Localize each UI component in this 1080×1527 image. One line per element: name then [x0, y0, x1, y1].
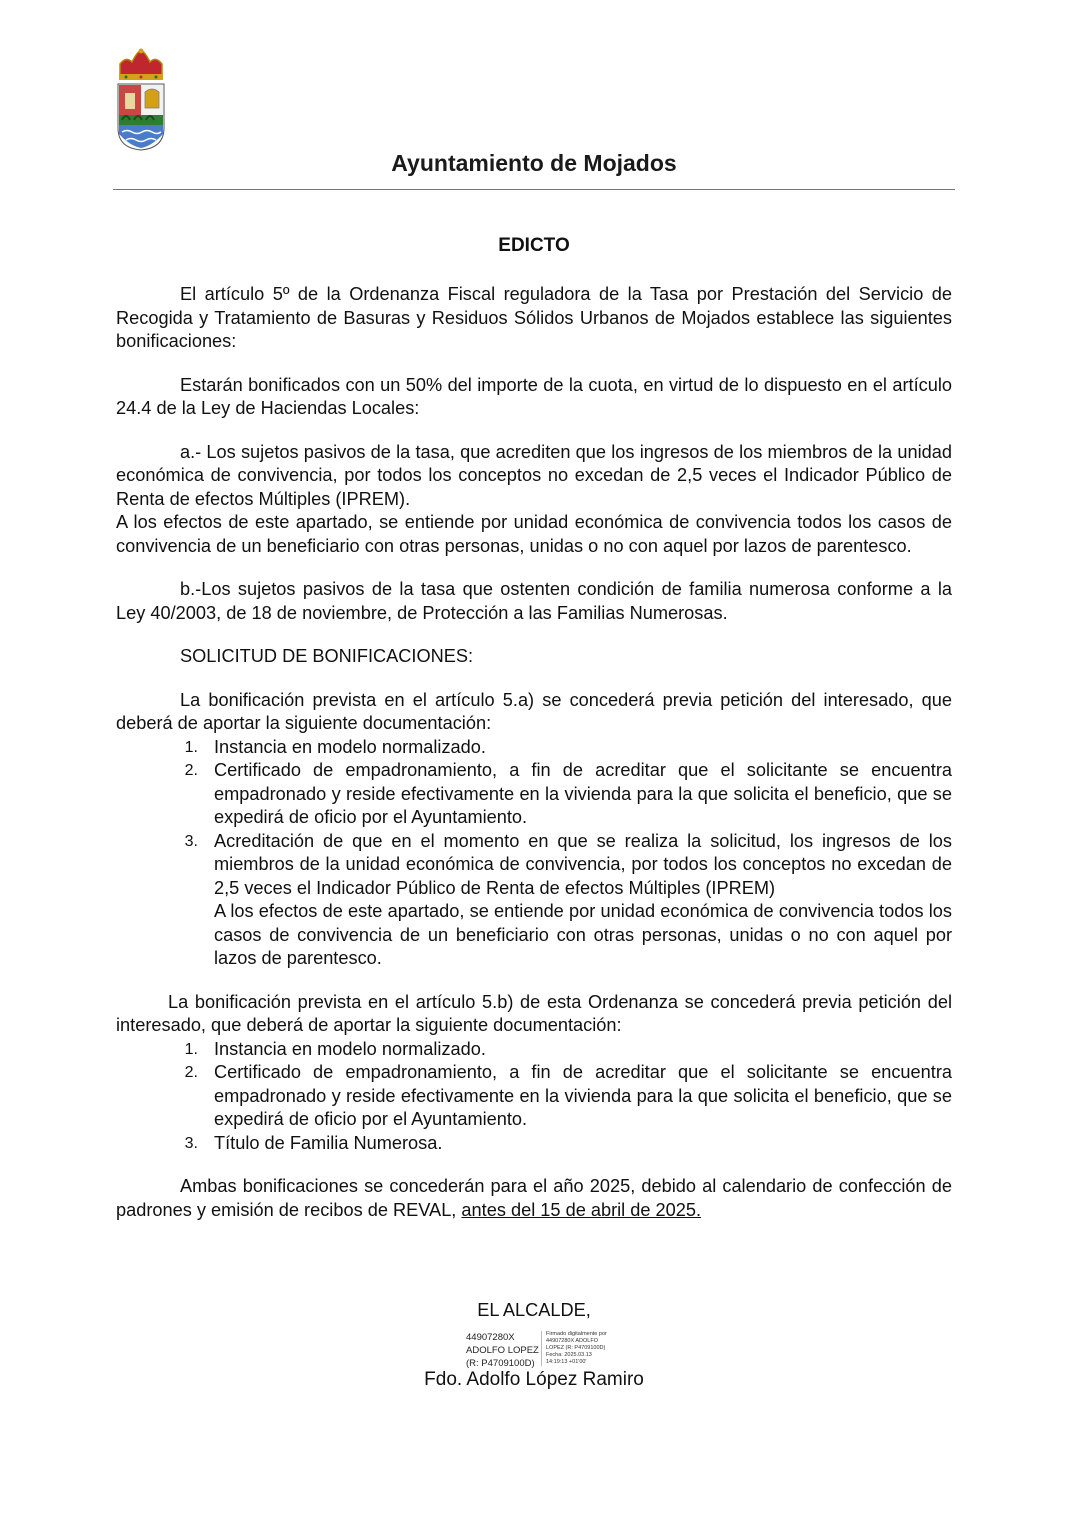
documentation-list-a	[116, 736, 952, 971]
list-number: 1.	[184, 738, 198, 756]
list-number: 3.	[184, 1134, 198, 1152]
list-number: 3.	[184, 832, 198, 850]
list-text: Instancia en modelo normalizado.	[214, 736, 486, 757]
stamp-line: Fecha: 2025.03.13	[546, 1352, 592, 1358]
stamp-line: 44907280X	[466, 1332, 515, 1343]
stamp-line: 44907280X ADOLFO	[546, 1338, 598, 1344]
section-heading: SOLICITUD DE BONIFICACIONES:	[180, 646, 474, 666]
list-text: Acreditación de que en el momento en que se realiza la solicitud, los ingresos de los miembros de la unidad económica de convivencia, por todos los conceptos no excedan de 2,5 veces el Indicador Público de Renta de efectos Múltiples (IPREM)	[214, 830, 952, 898]
intro-paragraph: El artículo 5º de la Ordenanza Fiscal reguladora de la Tasa por Prestación del Servicio de Recogida y Tratamiento de Basuras y Residuos Sólidos Urbanos de Mojados establece las siguientes bonificaciones:	[116, 284, 952, 351]
stamp-line: Firmado digitalmente por	[546, 1331, 607, 1337]
list-text: Título de Familia Numerosa.	[214, 1132, 443, 1153]
list-number: 2.	[184, 762, 198, 779]
list-item	[116, 1061, 952, 1132]
clause-a-note-paragraph: A los efectos de este apartado, se entiende por unidad económica de convivencia todos los casos de convivencia de un beneficiario con otras personas, unidas o no con aquel por lazos de parentesco.	[116, 512, 952, 556]
signature-stamp-id	[466, 1331, 546, 1370]
clause-a-paragraph: a.- Los sujetos pasivos de la tasa, que acrediten que los ingresos de los miembros de la unidad económica de convivencia, por todos los conceptos no excedan de 2,5 veces el Indicador Público de Renta de efectos Múltiples (IPREM).	[116, 441, 952, 509]
header-divider	[113, 189, 955, 190]
signer-role: EL ALCALDE,	[477, 1300, 591, 1320]
list-text-extra: A los efectos de este apartado, se entiende por unidad económica de convivencia todos los casos de convivencia de un beneficiario con otras personas, unidas o no con aquel por lazos de parentesco.	[214, 901, 952, 968]
list-text: Certificado de empadronamiento, a fin de acreditar que el solicitante se encuentra empadronado y reside efectivamente en la vivienda para la que solicita el beneficio, que se expedirá de oficio por el Ayuntamiento.	[214, 760, 952, 827]
header-title: Ayuntamiento de Mojados	[391, 150, 677, 176]
stamp-line: 14:19:13 +01'00'	[546, 1359, 587, 1365]
document-title: EDICTO	[498, 235, 570, 256]
list-text: Certificado de empadronamiento, a fin de acreditar que el solicitante se encuentra empadronado y reside efectivamente en la vivienda para la que solicita el beneficio, que se expedirá de oficio por el Ayuntamiento.	[214, 1062, 952, 1129]
document-body	[116, 283, 952, 1222]
list-text: Instancia en modelo normalizado.	[214, 1038, 486, 1059]
clause-b-paragraph: b.-Los sujetos pasivos de la tasa que ostenten condición de familia numerosa conforme a la Ley 40/2003, de 18 de noviembre, de Protección a las Familias Numerosas.	[116, 579, 952, 623]
documentation-list-b	[116, 1038, 952, 1156]
list-text-group	[214, 830, 952, 971]
signature-stamp-details	[541, 1331, 630, 1366]
closing-text: Ambas bonificaciones se concederán para el año 2025, debido al calendario de confección de padrones y emisión de recibos de REVAL,	[116, 1176, 952, 1220]
list-item	[116, 1038, 952, 1062]
list-number: 1.	[184, 1040, 198, 1058]
request-a-paragraph: La bonificación prevista en el artículo 5.a) se concederá previa petición del interesado, que deberá de aportar la siguiente documentación:	[116, 689, 952, 733]
list-item	[116, 759, 952, 830]
list-item	[116, 736, 952, 760]
list-number: 2.	[184, 1064, 198, 1081]
list-item	[116, 830, 952, 971]
closing-paragraph	[116, 1175, 952, 1222]
stamp-line: LOPEZ (R: P4709100D)	[546, 1345, 606, 1351]
bonus-paragraph: Estarán bonificados con un 50% del importe de la cuota, en virtud de lo dispuesto en el artículo 24.4 de la Ley de Haciendas Locales:	[116, 374, 952, 418]
digital-signature-stamp	[466, 1331, 656, 1371]
signer-name: Fdo. Adolfo López Ramiro	[424, 1369, 644, 1390]
request-b-paragraph: La bonificación prevista en el artículo 5.b) de esta Ordenanza se concederá previa petición del interesado, que deberá de aportar la siguiente documentación:	[116, 991, 952, 1035]
deadline-text: antes del 15 de abril de 2025.	[461, 1199, 702, 1220]
coat-of-arms-logo	[112, 48, 170, 152]
stamp-line: (R: P4709100D)	[466, 1358, 535, 1369]
list-item	[116, 1132, 952, 1156]
stamp-line: ADOLFO LOPEZ	[466, 1345, 539, 1356]
